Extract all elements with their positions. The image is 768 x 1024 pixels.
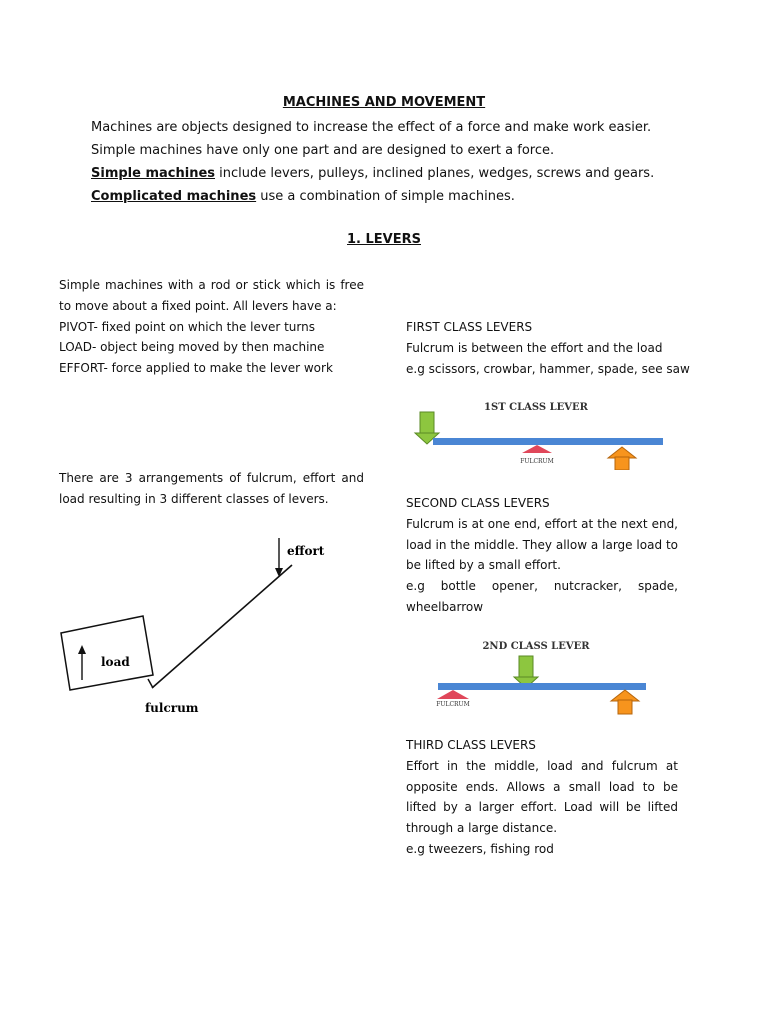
complicated-machines-term: Complicated machines: [91, 189, 257, 204]
first-class-fulcrum-label: FULCRUM: [520, 458, 554, 465]
intro-line-3-rest: include levers, pulleys, inclined planes, wedges, screws and gears.: [215, 166, 655, 181]
first-class-beam: [433, 438, 663, 445]
third-class-examples: e.g tweezers, fishing rod: [406, 841, 554, 856]
third-class-text: Effort in the middle, load and fulcrum at opposite ends. Allows a small load to be lifted by a larger effort. Load will be lifted through a large distance.: [406, 758, 678, 836]
second-class-examples: e.g bottle opener, nutcracker, spade, wheelbarrow: [406, 579, 678, 614]
intro-line-3: [91, 162, 731, 185]
intro-line-2: Simple machines have only one part and are designed to exert a force.: [91, 143, 555, 158]
first-class-section: [406, 317, 690, 379]
first-class-image-title: 1ST CLASS LEVER: [484, 402, 588, 413]
levers-definition: [59, 275, 364, 379]
lever-diagram: [55, 530, 325, 720]
third-class-section: [406, 735, 678, 860]
effort-arrow-icon: [275, 538, 283, 577]
second-class-section: [406, 493, 678, 618]
second-class-fulcrum-label: FULCRUM: [436, 701, 470, 708]
first-class-lever-image: [403, 395, 673, 470]
second-class-text: Fulcrum is at one end, effort at the next end, load in the middle. They allow a large load to be lifted by a small effort.: [406, 516, 678, 573]
first-class-heading: FIRST CLASS LEVERS: [406, 320, 533, 334]
fulcrum-triangle-icon: [522, 445, 552, 453]
third-class-heading: THIRD CLASS LEVERS: [406, 738, 536, 752]
load-label: load: [101, 655, 130, 669]
second-class-lever-image: [403, 633, 673, 718]
levers-intro-text: Simple machines with a rod or stick which is free to move about a fixed point. All levers have a:: [59, 278, 364, 313]
second-class-beam: [438, 683, 646, 690]
load-box: [61, 616, 153, 690]
pivot-definition: PIVOT- fixed point on which the lever turns: [59, 319, 315, 334]
load-arrow-icon: [611, 690, 639, 714]
effort-label: effort: [287, 544, 325, 558]
load-arrow-icon: [608, 447, 636, 470]
intro-line-4-rest: use a combination of simple machines.: [256, 189, 515, 204]
intro: [91, 116, 731, 208]
intro-line-1: Machines are objects designed to increase the effect of a force and make work easier.: [91, 120, 652, 135]
second-class-image-title: 2ND CLASS LEVER: [482, 641, 590, 652]
arrangements-text: There are 3 arrangements of fulcrum, effort and load resulting in 3 different classes of levers.: [59, 471, 364, 506]
page-title: MACHINES AND MOVEMENT: [282, 95, 486, 110]
first-class-text: Fulcrum is between the effort and the load: [406, 340, 663, 355]
lever-rod: [152, 565, 292, 688]
second-class-heading: SECOND CLASS LEVERS: [406, 496, 550, 510]
load-definition: LOAD- object being moved by then machine: [59, 340, 325, 355]
simple-machines-term: Simple machines: [91, 166, 216, 181]
intro-line-4: [91, 185, 731, 208]
load-arrow-icon: [78, 645, 86, 680]
effort-definition: EFFORT- force applied to make the lever work: [59, 361, 333, 376]
first-class-examples: e.g scissors, crowbar, hammer, spade, see saw: [406, 361, 690, 376]
fulcrum-triangle-icon: [437, 690, 469, 699]
section-heading-levers: 1. LEVERS: [347, 232, 421, 247]
fulcrum-label: fulcrum: [145, 701, 199, 715]
